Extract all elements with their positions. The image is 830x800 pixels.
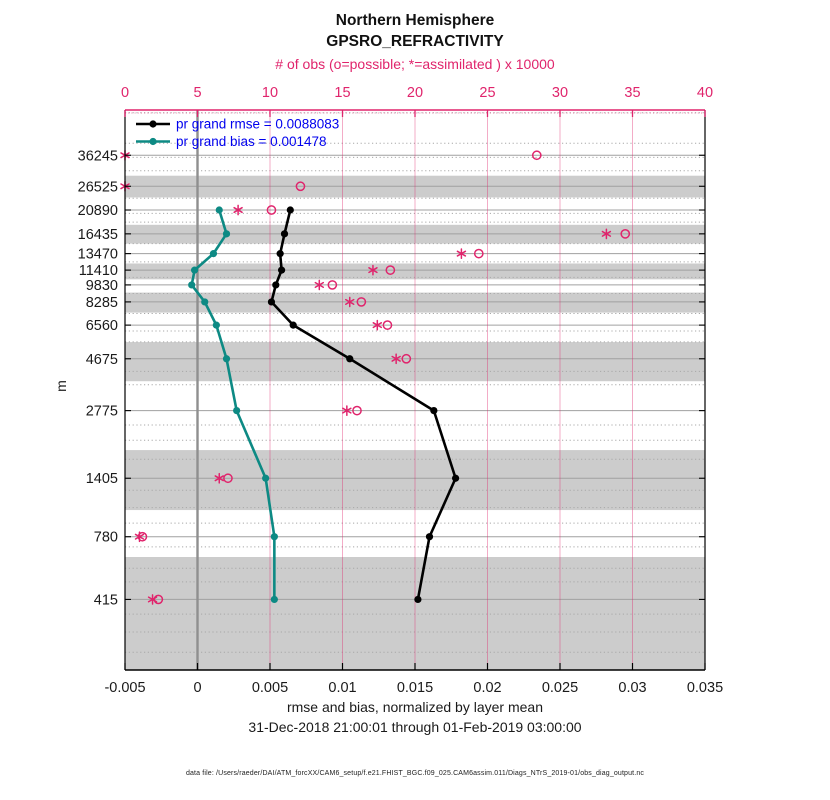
rmse-point <box>287 206 294 213</box>
bottom-axis-label: rmse and bias, normalized by layer mean <box>286 699 543 715</box>
page-title: Northern Hemisphere <box>335 12 495 29</box>
level-tick-label: 780 <box>93 529 118 546</box>
top-tick-label: 5 <box>193 85 202 101</box>
legend-rmse-label: pr grand rmse = 0.0088083 <box>176 116 340 132</box>
top-tick-label: 30 <box>551 85 569 101</box>
level-tick-label: 8285 <box>85 294 118 311</box>
data-file-caption: data file: /Users/raeder/DAI/ATM_forcXX/CAM6_setup/f.e21.FHIST_BGC.f09_025.CAM6assim.011/Diags_NTrS_2019-01/obs_diag_output.nc <box>185 770 645 777</box>
level-tick-label: 9830 <box>85 277 118 294</box>
legend <box>136 117 339 150</box>
level-tick-label: 1405 <box>85 471 118 488</box>
rmse-point <box>278 267 285 274</box>
level-tick-label: 36245 <box>77 148 118 165</box>
rmse-point <box>281 230 288 237</box>
level-tick-label: 13470 <box>77 246 118 263</box>
bottom-tick-label: 0 <box>193 680 202 696</box>
bottom-tick-label: -0.005 <box>104 680 146 696</box>
top-tick-label: 10 <box>261 85 279 101</box>
level-tick-label: 26525 <box>77 179 118 196</box>
bias-point <box>223 230 230 237</box>
rmse-point <box>272 281 279 288</box>
legend-bias-marker <box>149 138 156 145</box>
level-tick-label: 4675 <box>85 351 118 368</box>
rmse-point <box>430 407 437 414</box>
bottom-tick-label: 0.005 <box>251 680 289 696</box>
level-tick-label: 6560 <box>85 318 118 335</box>
bottom-tick-label: 0.01 <box>328 680 357 696</box>
rmse-point <box>426 533 433 540</box>
top-tick-label: 35 <box>624 85 641 101</box>
top-tick-label: 25 <box>479 85 496 101</box>
left-axis-label: m <box>53 380 69 392</box>
bias-point <box>201 298 208 305</box>
bottom-tick-label: 0.015 <box>396 680 434 696</box>
page-subtitle: GPSRO_REFRACTIVITY <box>326 33 504 50</box>
legend-rmse-marker <box>149 120 156 127</box>
bottom-tick-label: 0.035 <box>686 680 724 696</box>
rmse-point <box>290 322 297 329</box>
top-tick-label: 20 <box>406 85 424 101</box>
bias-point <box>191 267 198 274</box>
top-tick-label: 0 <box>120 85 130 101</box>
top-axis-label: # of obs (o=possible; *=assimilated ) x 10000 <box>275 56 555 72</box>
rmse-point <box>452 475 459 482</box>
rmse-point <box>277 250 284 257</box>
bias-point <box>262 475 269 482</box>
bottom-tick-label: 0.025 <box>541 680 579 696</box>
top-tick-label: 15 <box>334 85 351 101</box>
top-tick-label: 40 <box>696 85 714 101</box>
level-tick-label: 2775 <box>85 403 118 420</box>
level-tick-label: 16435 <box>77 226 118 243</box>
bias-point <box>233 407 240 414</box>
level-tick-label: 415 <box>93 592 118 609</box>
level-tick-label: 11410 <box>78 263 118 280</box>
bias-point <box>210 250 217 257</box>
rmse-point <box>346 355 353 362</box>
bias-point <box>271 533 278 540</box>
bias-point <box>188 281 195 288</box>
bottom-tick-label: 0.02 <box>473 680 502 696</box>
bias-point <box>271 596 278 603</box>
level-tick-label: 20890 <box>77 203 118 220</box>
rmse-point <box>414 596 421 603</box>
legend-bias-label: pr grand bias = 0.001478 <box>176 134 327 149</box>
rmse-point <box>268 298 275 305</box>
bias-point <box>213 322 220 329</box>
bias-point <box>216 206 223 213</box>
date-range-caption: 31-Dec-2018 21:00:01 through 01-Feb-2019 03:00:00 <box>248 719 582 735</box>
bias-point <box>223 355 230 362</box>
bottom-tick-label: 0.03 <box>618 680 647 696</box>
